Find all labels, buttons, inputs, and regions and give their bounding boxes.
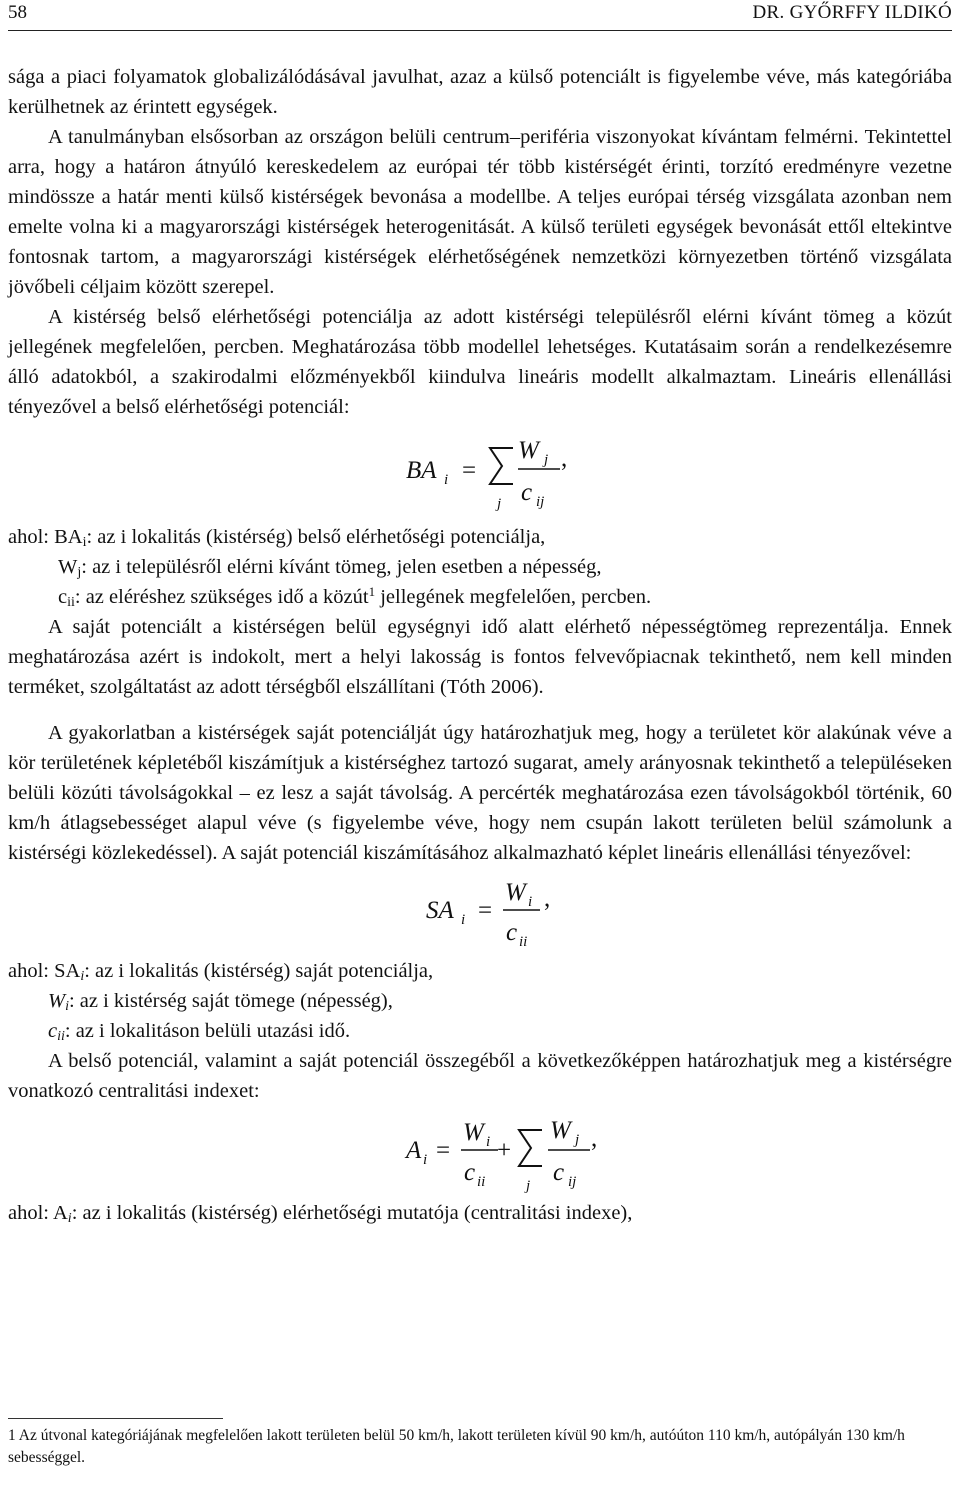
f3-equals: = [436,1137,451,1164]
definition-sa: ahol: $SA_i$: az i lokalitás (kistérség) saját potenciálja, [8,960,434,984]
formula-centrality-index-svg [8,1106,952,1198]
f3-den2-sub: ij [568,1174,577,1190]
f1-num-sub: j [544,452,549,468]
definition-ba: ahol: $BA_i$: az i lokalitás (kistérség) belső elérhetőségi potenciálja, [8,526,546,550]
f3-den2: c [553,1159,565,1186]
f1-sum-index: j [497,496,502,512]
formula-own-potential-svg [8,868,952,956]
f3-num1-sub: i [486,1134,491,1150]
running-author: DR. GYŐRFFY ILDIKÓ [752,2,952,23]
f3-num2-sub: j [575,1132,580,1148]
formula-internal-potential-svg [8,422,952,522]
paragraph-2: A tanulmányban elsősorban az országon belüli centrum–periféria viszonyokat kívántam felmérni. Tekintettel arra, hogy a határon átnyúló kereskedelem az európai tér több kistérségét érinti, torzító eredményre vezetne mindössze a határ menti külső kistérségek bevonása a modellbe. A teljes európai térség vizsgálata azonban nem emelte volna ki a magyarországi kistérségek heterogenitását. A külső területi egységek bevonását ettől eltekintve fontosnak tartom, a magyarországi kistérségek elérhetőségének nemzetközi környezetben történő vizsgálata jövőbeli céljaim között szerepel. [8,126,952,298]
definition-cii-own: $c_{ii}$: az i lokalitáson belüli utazási idő. [48,1020,351,1044]
f1-num: W [518,437,539,464]
f1-den-sub: ij [536,494,545,510]
f2-num: W [505,879,526,906]
f3-plus: + [497,1137,512,1164]
f3-lhs: A [406,1137,422,1164]
paragraph-1: sága a piaci folyamatok globalizálódásával javulhat, azaz a külső potenciált is figyelembe véve, más kategóriába kerülhetnek az érintett egységek. [8,66,952,118]
footnote-ref-1: 1 [368,584,376,599]
definition-wj: $W_j$: az i településről elérni kívánt tömeg, jelen esetben a népesség, [58,556,602,580]
f1-comma: , [561,445,568,472]
f3-den1: c [464,1159,476,1186]
definition-wi: $W_i$: az i kistérség saját tömege (népesség), [48,990,393,1014]
f2-comma: , [544,885,551,912]
f1-lhs: BA [406,457,437,484]
footnote-text: 1 Az útvonal kategóriájának megfelelően lakott területen belül 50 km/h, lakott területen kívül 90 km/h, autóúton 110 km/h, autópályán 130 km/h sebességgel. [8,1427,905,1466]
paragraph-5: A gyakorlatban a kistérségek saját potenciálját úgy határozhatjuk meg, hogy a területet kör alakúnak véve a kör területének képletéből kiszámítjuk a kistérséghez tartozó sugarat, amely arányosnak tekinthető a településeken belüli közúti távolságokkal – ez lesz a saját távolság. A percérték meghatározása ezen távolságokból történik, 60 km/h átlagsebességet alapul véve (s figyelembe véve, hogy nem csupán lakott területen belül számolunk a kistérségi közlekedéssel). A saját potenciál kiszámításához alkalmazható képlet lineáris ellenállási tényezővel: [8,722,952,864]
f3-sum-sign [519,1130,542,1166]
body-text [8,62,952,1228]
paragraph-4: A saját potenciált a kistérségen belül egységnyi idő alatt elérhető népességtömeg reprezentálja. Ennek meghatározása azért is indokolt, mert a helyi lakosság is fontos felvevőpiacnak tekinthető, nem kell minden terméket, szolgáltatást az adott térségből elszállítani (Tóth 2006). [8,616,952,698]
f1-sum-sign [490,448,513,484]
footnote-separator [8,1418,223,1419]
f3-sum-index: j [526,1178,531,1194]
f2-num-sub: i [528,894,533,910]
definition-a: ahol: $A_i$: az i lokalitás (kistérség) elérhetőségi mutatója (centralitási indexe), [8,1202,633,1226]
definition-cii: $c_{ii}$: az eléréshez szükséges idő a közút$^1$ jellegének megfelelően, percben. [58,584,652,610]
f3-comma: , [591,1125,598,1152]
formula-own-potential [8,868,952,956]
f2-lhs: SA [426,897,454,924]
formula-centrality-index [8,1106,952,1198]
page-number: 58 [8,2,27,23]
f1-den: c [521,479,533,506]
f3-num2: W [550,1117,571,1144]
paragraph-6: A belső potenciál, valamint a saját potenciál összegéből a következőképpen határozhatjuk meg a kistérségre vonatkozó centralitási indexet: [8,1050,952,1102]
f2-den: c [506,919,518,946]
formula-internal-potential [8,422,952,522]
f1-equals: = [462,457,477,484]
f3-num1: W [463,1119,484,1146]
f2-den-sub: ii [519,934,528,950]
f2-equals: = [478,897,493,924]
page-header [8,2,952,31]
f2-lhs-sub: i [461,912,466,928]
f3-lhs-sub: i [423,1152,428,1168]
f1-lhs-sub: i [444,472,449,488]
paragraph-3: A kistérség belső elérhetőségi potenciálja az adott kistérségi településről elérni kívánt tömeg a közút jellegének megfelelően, percben. Meghatározása több modellel lehetséges. Kutatásaim során a rendelkezésemre álló adatokból, a szakirodalmi előzményekből kiindulva lineáris modellt alkalmaztam. Lineáris ellenállási tényezővel a belső elérhetőségi potenciál: [8,306,952,418]
footnote-1 [8,1425,952,1469]
f3-den1-sub: ii [477,1174,486,1190]
